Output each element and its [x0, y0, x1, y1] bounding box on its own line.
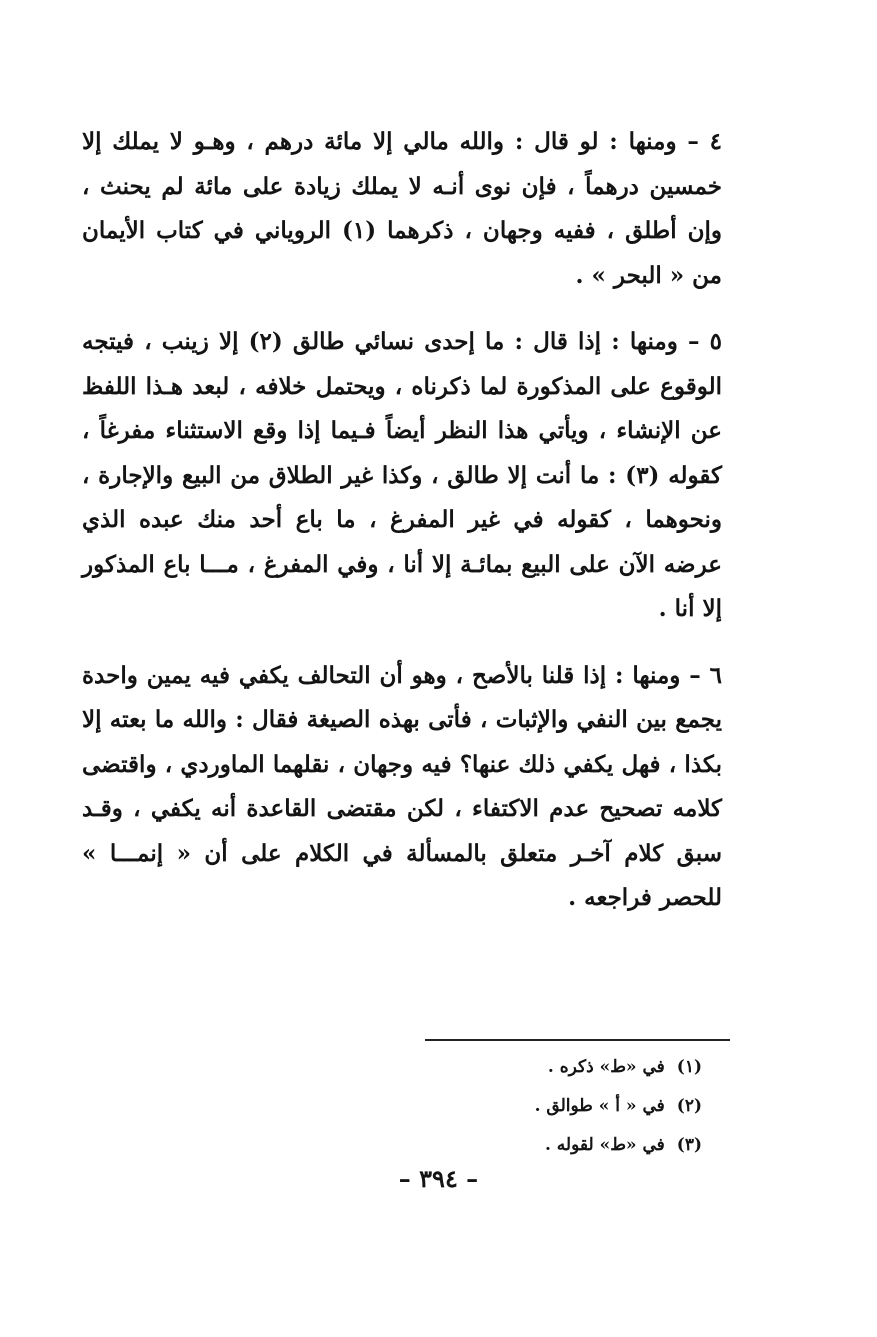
paragraph-4: ٤ – ومنها : لو قال : والله مالي إلا مائة درهم ، وهـو لا يملك إلا خمسين درهماً ، فإن نوى أنـه لا يملك زيادة على مائة لم يحنث ، وإن أطلق ، ففيه وجهان ، ذكرهما (١) الروياني في كتاب الأيمان من « البحر » . — [82, 128, 722, 289]
main-text-block — [82, 120, 722, 943]
footnote-text: في « أ » طوالق . — [534, 1096, 665, 1116]
footnote-text: في «ط» لقوله . — [544, 1135, 665, 1155]
footnotes — [302, 1048, 702, 1165]
footnote-3 — [302, 1126, 702, 1165]
footnote-number: (٢) — [676, 1096, 702, 1116]
page-number: – ٣٩٤ – — [398, 1164, 479, 1193]
footnote-separator — [425, 1039, 730, 1041]
paragraph-6: ٦ – ومنها : إذا قلنا بالأصح ، وهو أن التحالف يكفي فيه يمين واحدة يجمع بين النفي والإثبات ، فأتى بهذه الصيغة فقال : والله ما بعته إلا بكذا ، فهل يكفي ذلك عنها؟ فيه وجهان ، نقلهما الماوردي ، واقتضى كلامه تصحيح عدم الاكتفاء ، لكن مقتضى القاعدة أنه يكفي ، وقـد سبق كلام آخـر متعلق بالمسألة في الكلام على أن « إنمـــا » للحصر فراجعه . — [82, 661, 722, 911]
footnote-2 — [302, 1087, 702, 1126]
footnote-1 — [302, 1048, 702, 1087]
footnote-number: (٣) — [676, 1135, 702, 1155]
footnote-number: (١) — [676, 1057, 702, 1077]
paragraph-5: ٥ – ومنها : إذا قال : ما إحدى نسائي طالق (٢) إلا زينب ، فيتجه الوقوع على المذكورة لما ذكرناه ، ويحتمل خلافه ، لبعد هـذا اللفظ عن الإنشاء ، ويأتي هذا النظر أيضاً فـيما إذا وقع الاستثناء مفرغاً ، كقوله (٣) : ما أنت إلا طالق ، وكذا غير الطلاق من البيع والإجارة ، ونحوهما ، كقوله في غير المفرغ ، ما باع أحد منك عبده الذي عرضه الآن على البيع بمائـة إلا أنا ، وفي المفرغ ، مـــا باع المذكور إلا أنا . — [82, 328, 722, 622]
footnote-text: في «ط» ذكره . — [547, 1057, 665, 1077]
